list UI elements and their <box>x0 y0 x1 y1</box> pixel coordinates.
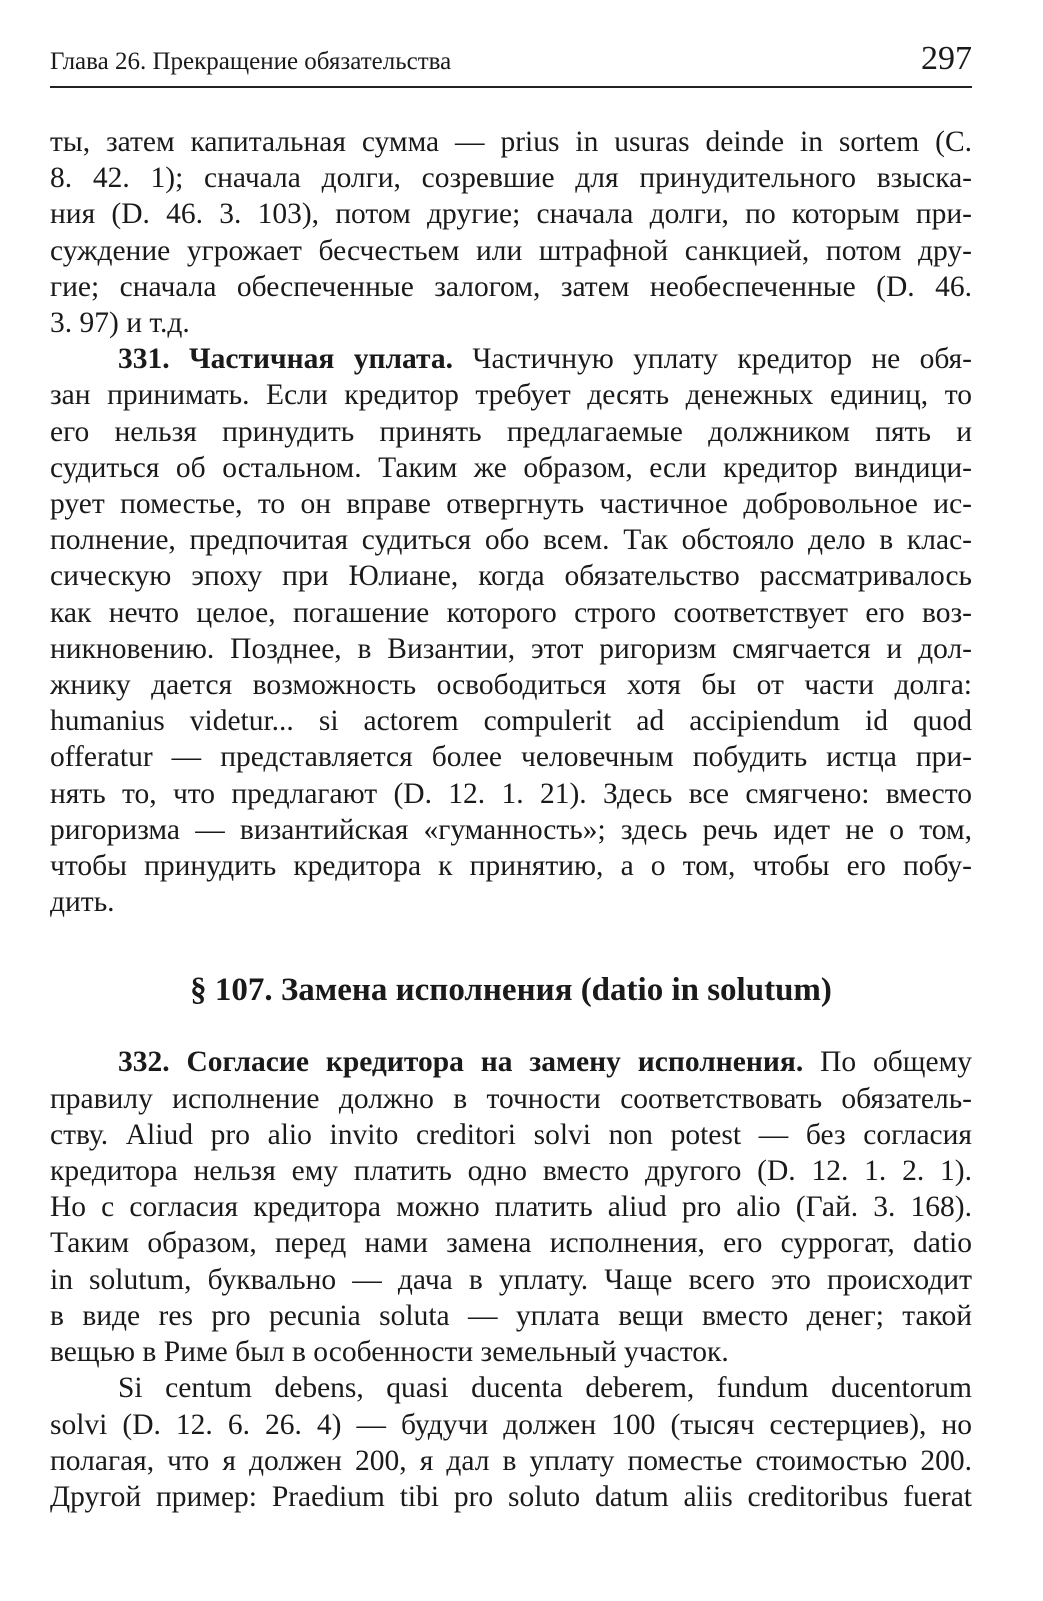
text-line: вещью в Риме был в особенности земельный участок. <box>50 1336 729 1369</box>
text-line: нять то, что предлагают (D. 12. 1. 21). Здесь все смягчено: вместо <box>50 777 972 810</box>
text-line: зан принимать. Если кредитор требует десять денежных единиц, то <box>50 379 972 412</box>
text-line: 8. 42. 1); сначала долги, созревшие для принудительного взыска- <box>50 162 972 195</box>
text-line: правилу исполнение должно в точности соответствовать обязатель- <box>50 1082 972 1115</box>
text-line: дить. <box>50 886 115 919</box>
running-title: Глава 26. Прекращение обязательства <box>50 48 452 75</box>
paragraph-332-heading: 332. Согласие кредитора на замену исполнения. <box>118 1046 804 1079</box>
section-heading: § 107. Замена исполнения (datio in solutum) <box>190 972 832 1009</box>
text-line: Но с согласия кредитора можно платить aliud pro alio (Гай. 3. 168). <box>50 1191 972 1224</box>
book-page <box>50 38 972 1515</box>
page-number: 297 <box>921 40 972 77</box>
text-line: Si centum debens, quasi ducenta deberem, fundum ducentorum <box>118 1372 972 1405</box>
text-line: гие; сначала обеспеченные залогом, затем необеспеченные (D. 46. <box>50 270 972 303</box>
body-text <box>50 124 972 1515</box>
text-line: жнику дается возможность освободиться хотя бы от части долга: <box>50 669 972 702</box>
text-line: рует поместье, то он вправе отвергнуть частичное добровольное ис- <box>50 488 972 521</box>
text-line: кредитора нельзя ему платить одно вместо другого (D. 12. 1. 2. 1). <box>50 1155 972 1188</box>
text-line: суждение угрожает бесчестьем или штрафной санкцией, потом дру- <box>50 234 972 267</box>
running-head <box>50 38 972 88</box>
text-line: ригоризма — византийская «гуманность»; здесь речь идет не о том, <box>50 813 972 846</box>
text-line: Таким образом, перед нами замена исполнения, его суррогат, datio <box>50 1227 972 1260</box>
text-line <box>50 341 972 377</box>
text-line: ству. Aliud pro alio invito creditori solvi non potest — без согласия <box>50 1118 972 1151</box>
text-line: судиться об остальном. Таким же образом, если кредитор виндици- <box>50 451 972 484</box>
text-line <box>50 1044 972 1080</box>
paragraph-continuation <box>50 124 972 341</box>
text-line: его нельзя принудить принять предлагаемые должником пять и <box>50 415 972 448</box>
text-line: ния (D. 46. 3. 103), потом другие; сначала долги, по которым при- <box>50 198 972 231</box>
paragraph-next <box>50 1370 972 1515</box>
paragraph-332-first-line: По общему <box>803 1046 972 1079</box>
text-line: как нечто целое, погашение которого строго соответствует его воз- <box>50 596 972 629</box>
text-line: Другой пример: Praedium tibi pro soluto datum aliis creditoribus fuerat <box>50 1480 972 1513</box>
text-line: сическую эпоху при Юлиане, когда обязательство рассматривалось <box>50 560 972 593</box>
text-line: полнение, предпочитая судиться обо всем. Так обстояло дело в клас- <box>50 524 972 557</box>
text-line: solvi (D. 12. 6. 26. 4) — будучи должен 100 (тысяч сестерциев), но <box>50 1408 972 1441</box>
text-line: humanius videtur... si actorem compulerit ad accipiendum id quod <box>50 705 972 738</box>
text-line: полагая, что я должен 200, я дал в уплату поместье стоимостью 200. <box>50 1444 972 1477</box>
text-line: 3. 97) и т.д. <box>50 307 190 340</box>
paragraph-331-heading: 331. Частичная уплата. <box>118 343 453 376</box>
paragraph-331-first-line: Частичную уплату кредитор не обя- <box>452 343 972 376</box>
paragraph-331 <box>50 341 972 920</box>
text-line: in solutum, буквально — дача в уплату. Чаще всего это происходит <box>50 1263 972 1296</box>
text-line: ты, затем капитальная сумма — prius in usuras deinde in sortem (C. <box>50 126 972 158</box>
text-line: в виде res pro pecunia soluta — уплата вещи вместо денег; такой <box>50 1299 972 1332</box>
text-line: offeratur — представляется более человечным побудить истца при- <box>50 741 972 774</box>
text-line: чтобы принудить кредитора к принятию, а о том, чтобы его побу- <box>50 850 972 883</box>
paragraph-332 <box>50 1044 972 1370</box>
text-line: никновению. Позднее, в Византии, этот ригоризм смягчается и дол- <box>50 632 972 665</box>
